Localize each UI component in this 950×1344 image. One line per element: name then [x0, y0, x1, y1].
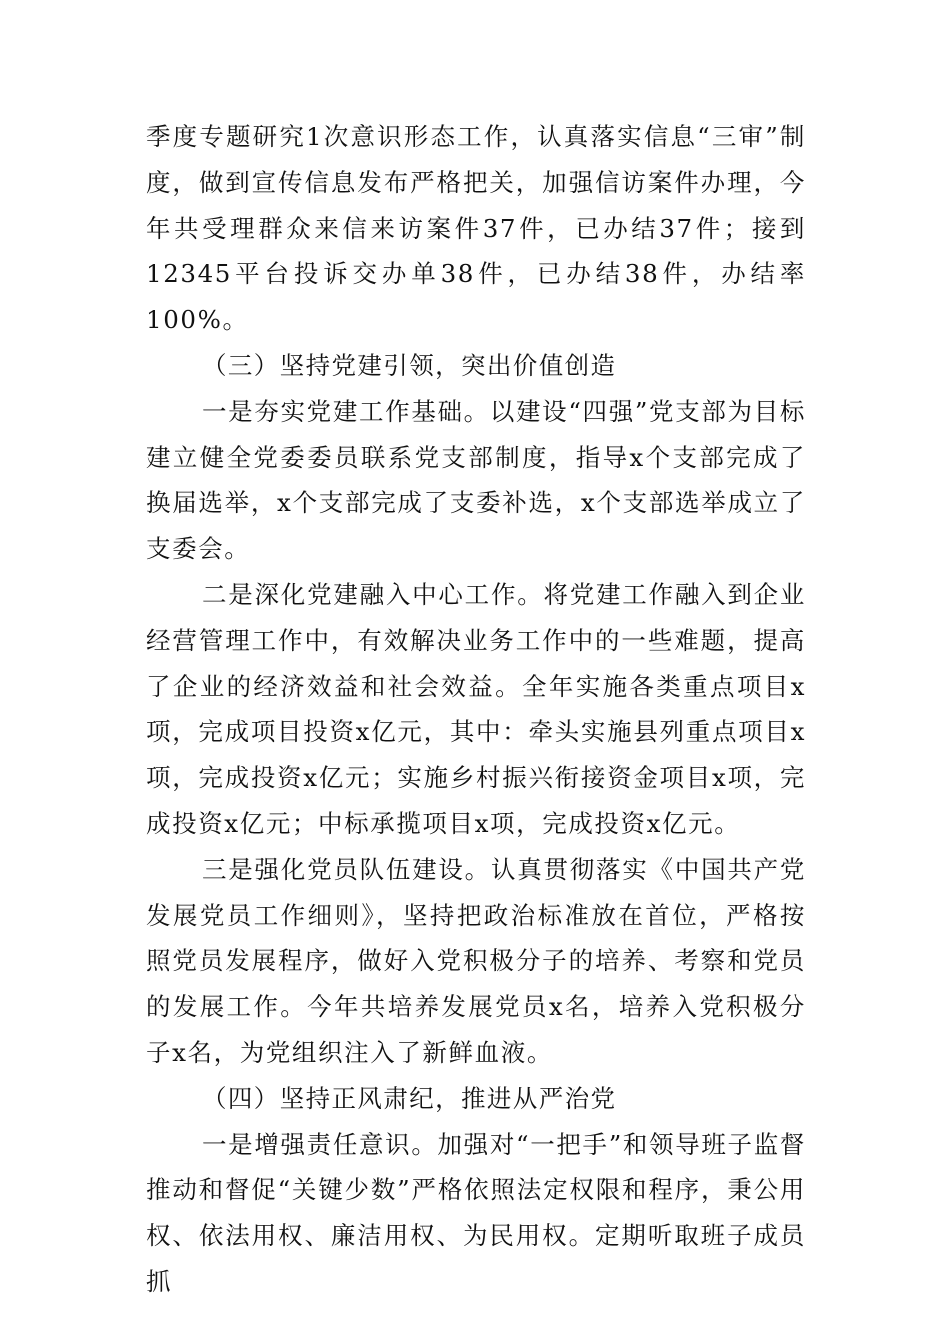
paragraph-party-foundation: 一是夯实党建工作基础。以建设“四强”党支部为目标建立健全党委委员联系党支部制度，指导x个支部完成了换届选举，x个支部完成了支委补选，x个支部选举成立了支委会。: [146, 396, 806, 564]
paragraph-member-building: 三是强化党员队伍建设。认真贯彻落实《中国共产党发展党员工作细则》，坚持把政治标准放在首位，严格按照党员发展程序，做好入党积极分子的培养、考察和党员的发展工作。今年共培养发展党员x名，培养入党积极分子x名，为党组织注入了新鲜血液。: [146, 854, 806, 1067]
section-heading-4: （四）坚持正风肃纪，推进从严治党: [202, 1083, 617, 1113]
paragraph-responsibility: 一是增强责任意识。加强对“一把手”和领导班子监督推动和督促“关键少数”严格依照法定权限和程序，秉公用权、依法用权、廉洁用权、为民用权。定期听取班子成员抓: [146, 1129, 806, 1296]
paragraph-party-integration: 二是深化党建融入中心工作。将党建工作融入到企业经营管理工作中，有效解决业务工作中的一些难题，提高了企业的经济效益和社会效益。全年实施各类重点项目x项，完成项目投资x亿元，其中：牵头实施县列重点项目x项，完成投资x亿元；实施乡村振兴衔接资金项目x项，完成投资x亿元；中标承揽项目x项，完成投资x亿元。: [146, 579, 806, 838]
paragraph-ideology-petitions: 季度专题研究1次意识形态工作，认真落实信息“三审”制度，做到宣传信息发布严格把关，加强信访案件办理，今年共受理群众来信来访案件37件，已办结37件；接到12345平台投诉交办单38件，已办结38件，办结率100%。: [146, 122, 806, 335]
section-heading-3: （三）坚持党建引领，突出价值创造: [202, 350, 617, 380]
document-page: [146, 114, 806, 1305]
